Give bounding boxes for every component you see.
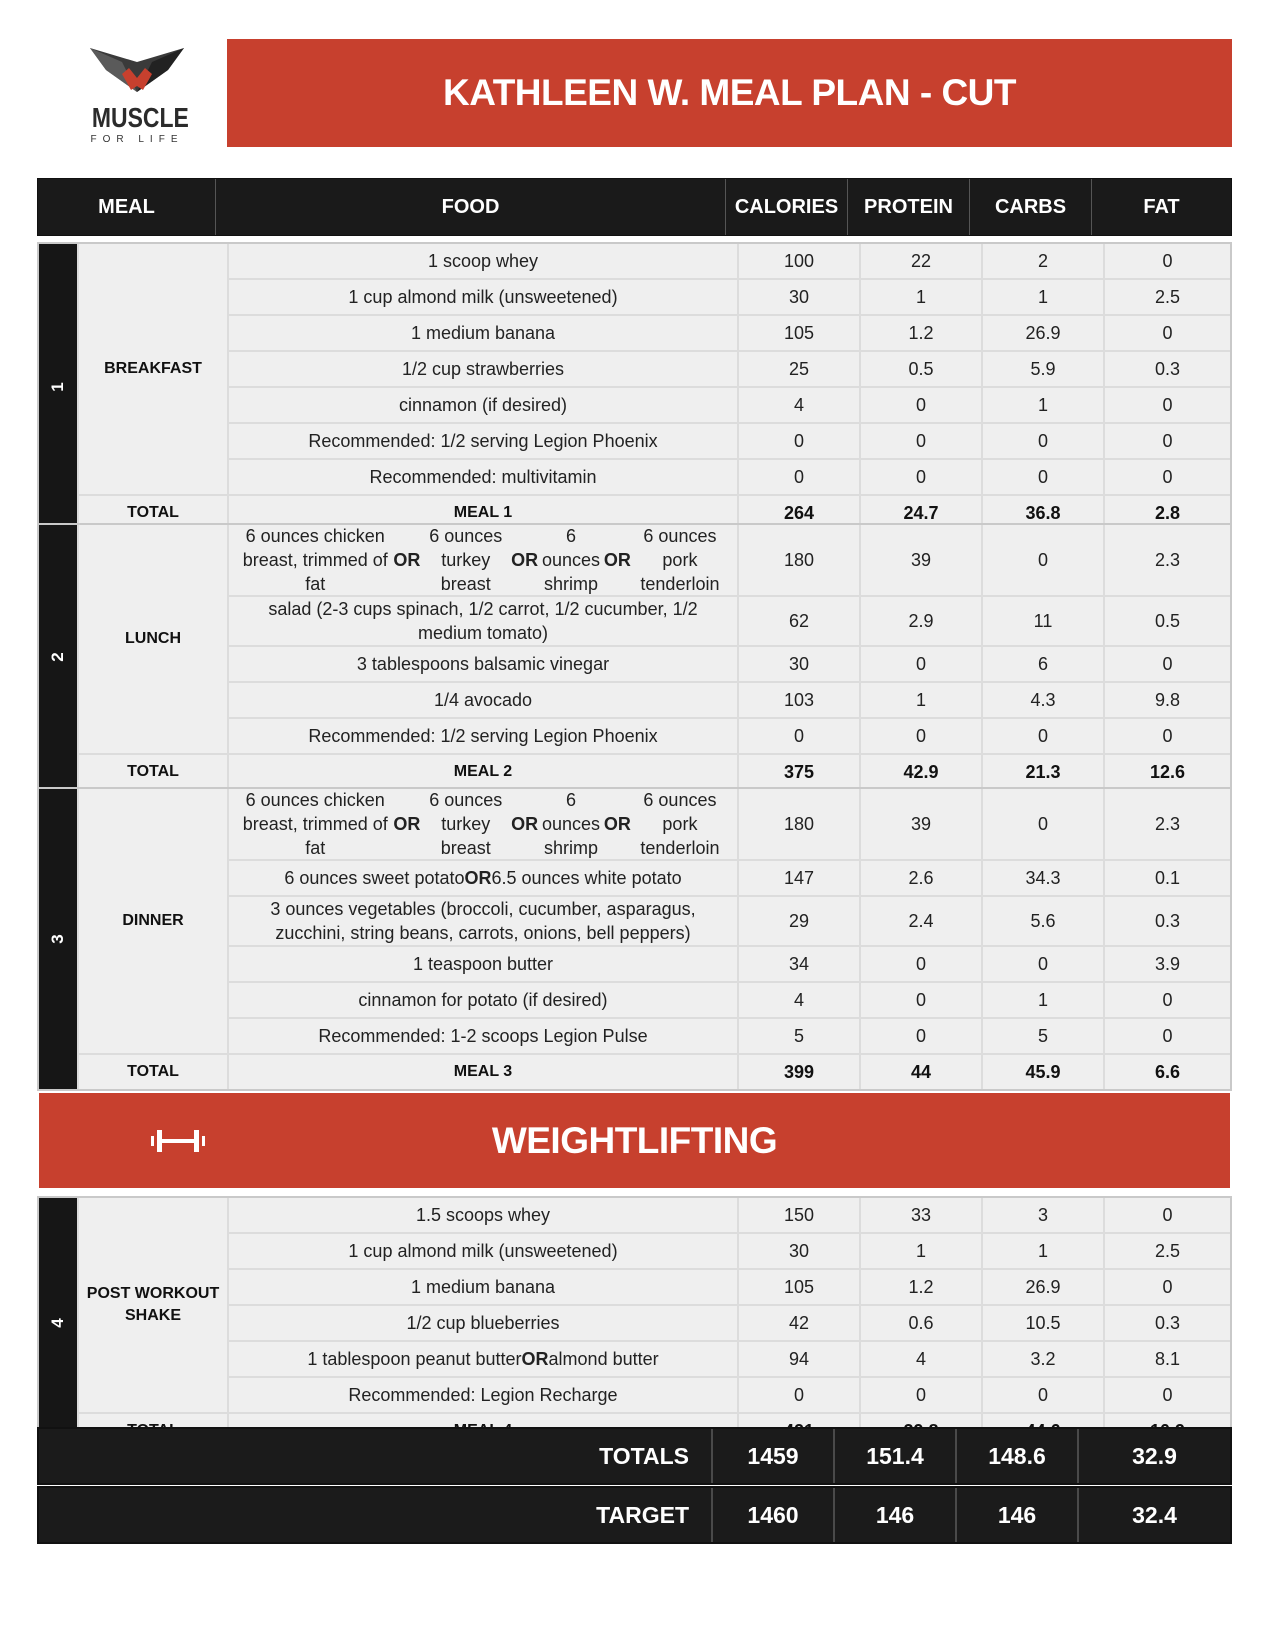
carbs-value: 5.6 <box>983 897 1103 945</box>
summary-protein: 146 <box>833 1488 955 1542</box>
calories-value: 0 <box>739 719 859 753</box>
carbs-value: 26.9 <box>983 316 1103 350</box>
total-carbs: 21.3 <box>983 755 1103 789</box>
meal-number: 3 <box>48 934 67 944</box>
carbs-value: 2 <box>983 244 1103 278</box>
food-item: 3 ounces vegetables (broccoli, cucumber, asparagus, zucchini, string beans, carrots, onions, bell peppers) <box>229 897 737 945</box>
fat-value: 0.3 <box>1105 1306 1230 1340</box>
protein-value: 0 <box>861 947 981 981</box>
summary-protein: 151.4 <box>833 1429 955 1483</box>
protein-value: 1 <box>861 683 981 717</box>
target-row <box>37 1486 1232 1544</box>
meal-number: 4 <box>48 1318 67 1328</box>
protein-value: 0 <box>861 388 981 422</box>
column-header-protein: PROTEIN <box>847 179 969 235</box>
fat-value: 3.9 <box>1105 947 1230 981</box>
column-header-food: FOOD <box>215 179 725 235</box>
total-protein: 44 <box>861 1055 981 1089</box>
carbs-value: 1 <box>983 983 1103 1017</box>
summary-fat: 32.4 <box>1077 1488 1230 1542</box>
protein-value: 39 <box>861 525 981 595</box>
fat-value: 2.3 <box>1105 525 1230 595</box>
fat-value: 0.5 <box>1105 597 1230 645</box>
calories-value: 34 <box>739 947 859 981</box>
meal-total-label: TOTAL <box>79 755 227 789</box>
column-header-fat: FAT <box>1091 179 1231 235</box>
carbs-value: 0 <box>983 1378 1103 1412</box>
fat-value: 2.5 <box>1105 1234 1230 1268</box>
carbs-value: 3 <box>983 1198 1103 1232</box>
meal-number-tab <box>39 789 77 1089</box>
column-header-carbs: CARBS <box>969 179 1091 235</box>
fat-value: 0 <box>1105 316 1230 350</box>
dumbbell-icon <box>151 1127 205 1155</box>
meal-block-breakfast <box>37 242 1232 532</box>
food-row <box>229 719 1230 753</box>
food-item: Recommended: 1/2 serving Legion Phoenix <box>229 424 737 458</box>
meal-block-lunch <box>37 523 1232 791</box>
food-item: cinnamon for potato (if desired) <box>229 983 737 1017</box>
food-item: 1 teaspoon butter <box>229 947 737 981</box>
protein-value: 1 <box>861 1234 981 1268</box>
calories-value: 4 <box>739 388 859 422</box>
meal-number-tab <box>39 525 77 789</box>
summary-label: TARGET <box>596 1501 689 1528</box>
meal-total-label: TOTAL <box>79 1055 227 1089</box>
food-item: 1/4 avocado <box>229 683 737 717</box>
fat-value: 0 <box>1105 1270 1230 1304</box>
logo-mark-icon <box>82 40 192 102</box>
meal-name: LUNCH <box>79 525 227 753</box>
carbs-value: 11 <box>983 597 1103 645</box>
carbs-value: 0 <box>983 525 1103 595</box>
food-row <box>229 647 1230 681</box>
total-calories: 399 <box>739 1055 859 1089</box>
total-fat: 12.6 <box>1105 755 1230 789</box>
food-item: Recommended: multivitamin <box>229 460 737 494</box>
carbs-value: 34.3 <box>983 861 1103 895</box>
carbs-value: 1 <box>983 280 1103 314</box>
calories-value: 0 <box>739 1378 859 1412</box>
meal-number-tab <box>39 1198 77 1448</box>
column-header-meal: MEAL <box>98 195 155 218</box>
calories-value: 105 <box>739 316 859 350</box>
fat-value: 0 <box>1105 388 1230 422</box>
protein-value: 39 <box>861 789 981 859</box>
food-row <box>229 983 1230 1017</box>
total-fat: 2.8 <box>1105 496 1230 530</box>
protein-value: 0 <box>861 983 981 1017</box>
protein-value: 0 <box>861 647 981 681</box>
fat-value: 0 <box>1105 1378 1230 1412</box>
protein-value: 22 <box>861 244 981 278</box>
calories-value: 5 <box>739 1019 859 1053</box>
calories-value: 150 <box>739 1198 859 1232</box>
food-row <box>229 1198 1230 1232</box>
food-item: 1/2 cup strawberries <box>229 352 737 386</box>
total-carbs: 45.9 <box>983 1055 1103 1089</box>
calories-value: 42 <box>739 1306 859 1340</box>
fat-value: 0 <box>1105 424 1230 458</box>
food-item: cinnamon (if desired) <box>229 388 737 422</box>
summary-calories: 1459 <box>711 1429 833 1483</box>
protein-value: 0.6 <box>861 1306 981 1340</box>
calories-value: 105 <box>739 1270 859 1304</box>
carbs-value: 5.9 <box>983 352 1103 386</box>
carbs-value: 0 <box>983 424 1103 458</box>
food-item: 1 medium banana <box>229 1270 737 1304</box>
carbs-value: 1 <box>983 388 1103 422</box>
food-item: 1 tablespoon peanut butter OR almond butter <box>229 1342 737 1376</box>
protein-value: 0 <box>861 1019 981 1053</box>
calories-value: 4 <box>739 983 859 1017</box>
protein-value: 1 <box>861 280 981 314</box>
food-row <box>229 861 1230 895</box>
fat-value: 0 <box>1105 647 1230 681</box>
food-item: salad (2-3 cups spinach, 1/2 carrot, 1/2 cucumber, 1/2 medium tomato) <box>229 597 737 645</box>
logo-wordmark: MUSCLE <box>91 102 189 133</box>
food-item: 6 ounces chicken breast, trimmed of fat OR 6 ounces turkey breast OR 6 ounces shrimp OR 6 ounces pork tenderloin <box>229 789 737 859</box>
calories-value: 0 <box>739 460 859 494</box>
fat-value: 2.3 <box>1105 789 1230 859</box>
calories-value: 100 <box>739 244 859 278</box>
protein-value: 1.2 <box>861 316 981 350</box>
summary-calories: 1460 <box>711 1488 833 1542</box>
calories-value: 30 <box>739 1234 859 1268</box>
meal-total-name: MEAL 1 <box>229 496 737 530</box>
calories-value: 180 <box>739 525 859 595</box>
column-header-calories: CALORIES <box>725 179 847 235</box>
carbs-value: 0 <box>983 947 1103 981</box>
fat-value: 2.5 <box>1105 280 1230 314</box>
carbs-value: 3.2 <box>983 1342 1103 1376</box>
meal-block-dinner <box>37 787 1232 1091</box>
fat-value: 0 <box>1105 460 1230 494</box>
protein-value: 0 <box>861 719 981 753</box>
title-banner <box>227 39 1232 147</box>
food-row <box>229 388 1230 422</box>
carbs-value: 10.5 <box>983 1306 1103 1340</box>
total-calories: 375 <box>739 755 859 789</box>
food-row <box>229 1234 1230 1268</box>
protein-value: 0 <box>861 424 981 458</box>
food-item: 1/2 cup blueberries <box>229 1306 737 1340</box>
food-row <box>229 280 1230 314</box>
meal-name: DINNER <box>79 789 227 1053</box>
total-protein: 42.9 <box>861 755 981 789</box>
food-row <box>229 1378 1230 1412</box>
calories-value: 94 <box>739 1342 859 1376</box>
food-row <box>229 424 1230 458</box>
fat-value: 0 <box>1105 1019 1230 1053</box>
fat-value: 0.1 <box>1105 861 1230 895</box>
fat-value: 0 <box>1105 1198 1230 1232</box>
food-item: 1 medium banana <box>229 316 737 350</box>
carbs-value: 6 <box>983 647 1103 681</box>
food-row <box>229 1306 1230 1340</box>
food-item: 6 ounces sweet potato OR 6.5 ounces white potato <box>229 861 737 895</box>
food-row <box>229 316 1230 350</box>
protein-value: 2.9 <box>861 597 981 645</box>
food-row <box>229 1270 1230 1304</box>
meal-total-name: MEAL 3 <box>229 1055 737 1089</box>
meal-block-post-workout-shake <box>37 1196 1232 1450</box>
page-title: KATHLEEN W. MEAL PLAN - CUT <box>443 72 1016 113</box>
summary-label: TOTALS <box>599 1442 689 1469</box>
food-row <box>229 789 1230 859</box>
food-item: 1 cup almond milk (unsweetened) <box>229 280 737 314</box>
food-row <box>229 525 1230 595</box>
total-carbs: 36.8 <box>983 496 1103 530</box>
meal-total-label: TOTAL <box>79 496 227 530</box>
meal-number-tab <box>39 244 77 530</box>
food-row <box>229 460 1230 494</box>
calories-value: 180 <box>739 789 859 859</box>
food-item: 1 cup almond milk (unsweetened) <box>229 1234 737 1268</box>
fat-value: 0.3 <box>1105 352 1230 386</box>
fat-value: 9.8 <box>1105 683 1230 717</box>
food-row <box>229 352 1230 386</box>
weightlifting-banner <box>39 1093 1230 1188</box>
protein-value: 0 <box>861 1378 981 1412</box>
meal-number: 2 <box>48 652 67 662</box>
food-row <box>229 244 1230 278</box>
totals-row <box>37 1427 1232 1485</box>
food-item: 1.5 scoops whey <box>229 1198 737 1232</box>
protein-value: 0.5 <box>861 352 981 386</box>
fat-value: 0 <box>1105 244 1230 278</box>
carbs-value: 4.3 <box>983 683 1103 717</box>
meal-total-name: MEAL 2 <box>229 755 737 789</box>
total-calories: 264 <box>739 496 859 530</box>
fat-value: 8.1 <box>1105 1342 1230 1376</box>
column-header <box>37 178 1232 236</box>
summary-carbs: 146 <box>955 1488 1077 1542</box>
food-item: Recommended: Legion Recharge <box>229 1378 737 1412</box>
protein-value: 0 <box>861 460 981 494</box>
meal-total-row <box>229 1055 1230 1089</box>
carbs-value: 5 <box>983 1019 1103 1053</box>
food-row <box>229 1342 1230 1376</box>
summary-carbs: 148.6 <box>955 1429 1077 1483</box>
food-row <box>229 683 1230 717</box>
logo-tagline: FOR LIFE <box>90 134 184 145</box>
carbs-value: 1 <box>983 1234 1103 1268</box>
food-item: 3 tablespoons balsamic vinegar <box>229 647 737 681</box>
food-item: Recommended: 1/2 serving Legion Phoenix <box>229 719 737 753</box>
food-row <box>229 1019 1230 1053</box>
calories-value: 0 <box>739 424 859 458</box>
fat-value: 0 <box>1105 719 1230 753</box>
protein-value: 4 <box>861 1342 981 1376</box>
summary-fat: 32.9 <box>1077 1429 1230 1483</box>
calories-value: 62 <box>739 597 859 645</box>
protein-value: 1.2 <box>861 1270 981 1304</box>
total-protein: 24.7 <box>861 496 981 530</box>
total-fat: 6.6 <box>1105 1055 1230 1089</box>
protein-value: 2.6 <box>861 861 981 895</box>
protein-value: 33 <box>861 1198 981 1232</box>
meal-name: POST WORKOUT SHAKE <box>79 1198 227 1412</box>
food-item: 1 scoop whey <box>229 244 737 278</box>
fat-value: 0.3 <box>1105 897 1230 945</box>
carbs-value: 26.9 <box>983 1270 1103 1304</box>
meal-number: 1 <box>48 382 67 392</box>
weightlifting-title: WEIGHTLIFTING <box>491 1119 778 1161</box>
carbs-value: 0 <box>983 719 1103 753</box>
calories-value: 103 <box>739 683 859 717</box>
meal-total-row <box>229 755 1230 789</box>
fat-value: 0 <box>1105 983 1230 1017</box>
food-row <box>229 947 1230 981</box>
food-item: 6 ounces chicken breast, trimmed of fat OR 6 ounces turkey breast OR 6 ounces shrimp OR 6 ounces pork tenderloin <box>229 525 737 595</box>
carbs-value: 0 <box>983 460 1103 494</box>
calories-value: 25 <box>739 352 859 386</box>
meal-name: BREAKFAST <box>79 244 227 494</box>
carbs-value: 0 <box>983 789 1103 859</box>
calories-value: 29 <box>739 897 859 945</box>
food-row <box>229 897 1230 945</box>
protein-value: 2.4 <box>861 897 981 945</box>
calories-value: 30 <box>739 647 859 681</box>
food-row <box>229 597 1230 645</box>
food-item: Recommended: 1-2 scoops Legion Pulse <box>229 1019 737 1053</box>
brand-logo <box>82 40 192 150</box>
calories-value: 30 <box>739 280 859 314</box>
calories-value: 147 <box>739 861 859 895</box>
